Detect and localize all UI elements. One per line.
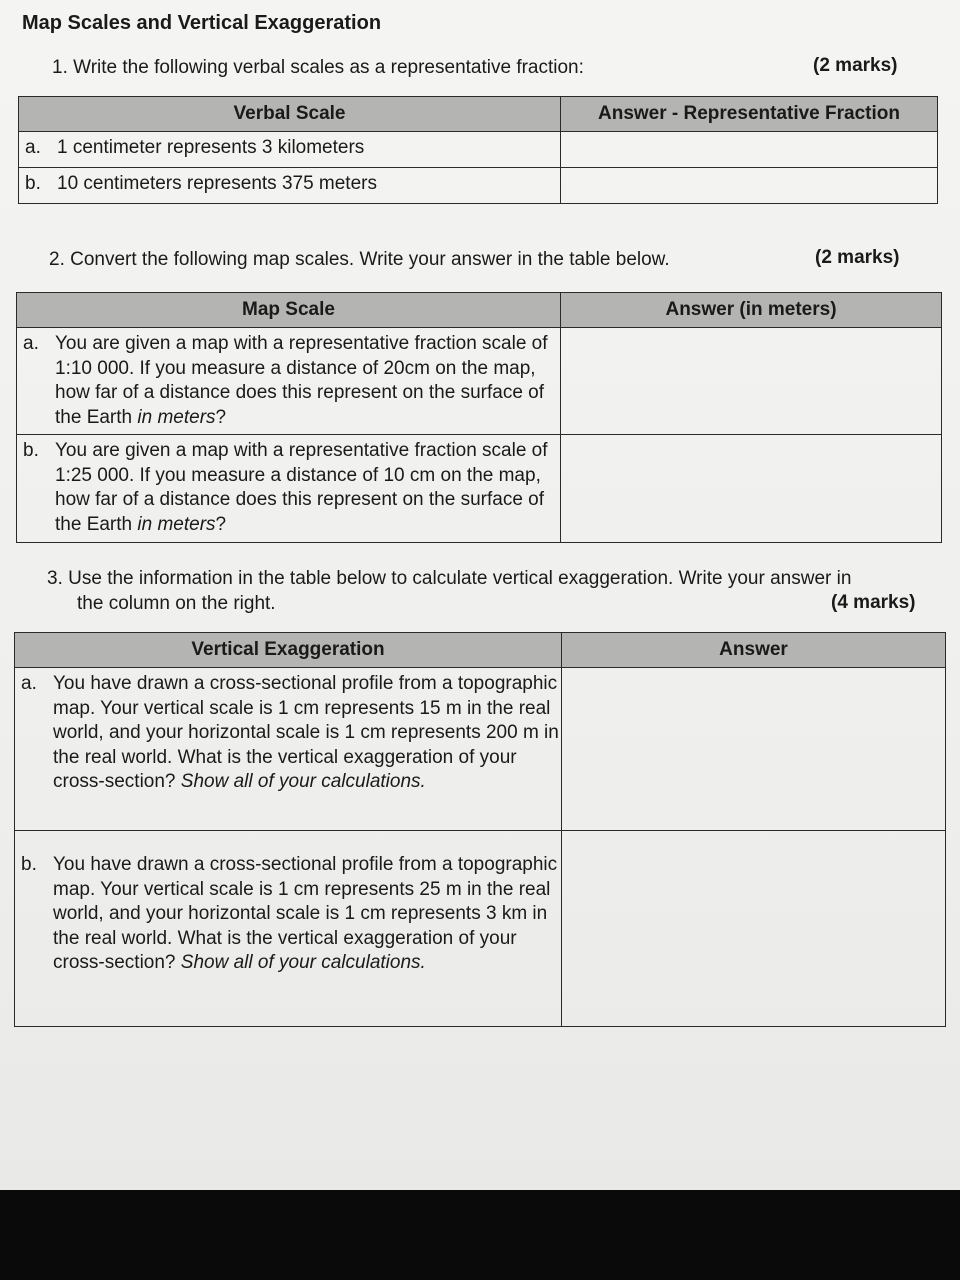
q3-row-b-text: You have drawn a cross-sectional profile from a topographic map. Your vertical scale is 1 cm represents 25 m in the real world, and your horizontal scale is 1 cm represents 3 km in the real world. What is the vertical exaggeration of your cross-section? Show all of your calculations. xyxy=(53,854,558,973)
question-3-prompt-line-2: the column on the right. xyxy=(77,593,276,614)
q3-row-a-text: You have drawn a cross-sectional profile from a topographic map. Your vertical scale is 1 cm represents 15 m in the real world, and your horizontal scale is 1 cm represents 200 m in the real world. What is the vertical exaggeration of your cross-section? Show all of your calculations. xyxy=(53,673,559,792)
q1-answer-b[interactable] xyxy=(561,168,938,204)
question-1-table xyxy=(18,96,938,204)
question-3-table xyxy=(14,632,946,1027)
q2-header-map-scale: Map Scale xyxy=(17,293,561,328)
q3-row-b xyxy=(15,831,562,1027)
q2-row-a-letter: a. xyxy=(23,333,39,354)
background-surface xyxy=(0,1190,960,1280)
q1-header-verbal-scale: Verbal Scale xyxy=(19,97,561,132)
question-1-marks: (2 marks) xyxy=(813,55,898,76)
q2-answer-b[interactable] xyxy=(561,435,942,543)
question-2-prompt: 2. Convert the following map scales. Write your answer in the table below. xyxy=(49,249,670,270)
q3-row-a-letter: a. xyxy=(21,673,37,694)
q3-row-b-letter: b. xyxy=(21,854,37,875)
q3-header-answer: Answer xyxy=(562,633,946,668)
q1-row-a xyxy=(19,132,561,168)
q1-row-b-letter: b. xyxy=(25,173,41,194)
q3-answer-b[interactable] xyxy=(562,831,946,1027)
q1-header-answer: Answer - Representative Fraction xyxy=(561,97,938,132)
q2-row-a xyxy=(17,328,561,435)
page-title: Map Scales and Vertical Exaggeration xyxy=(22,12,382,34)
q2-answer-a[interactable] xyxy=(561,328,942,435)
q3-answer-a[interactable] xyxy=(562,668,946,831)
q2-row-b-text: You are given a map with a representative fraction scale of 1:25 000. If you measure a distance of 10 cm on the map, how far of a distance does this represent on the surface of the Earth in meters? xyxy=(55,440,548,535)
q2-row-b-letter: b. xyxy=(23,440,39,461)
q2-header-answer: Answer (in meters) xyxy=(561,293,942,328)
q1-row-b xyxy=(19,168,561,204)
q2-row-a-text: You are given a map with a representative fraction scale of 1:10 000. If you measure a distance of 20cm on the map, how far of a distance does this represent on the surface of the Earth in meters? xyxy=(55,333,548,428)
question-2-marks: (2 marks) xyxy=(815,247,900,268)
q1-row-b-text: 10 centimeters represents 375 meters xyxy=(57,173,377,194)
question-3-marks: (4 marks) xyxy=(831,592,916,613)
q1-answer-a[interactable] xyxy=(561,132,938,168)
q1-row-a-letter: a. xyxy=(25,137,41,158)
question-1-prompt: 1. Write the following verbal scales as a representative fraction: xyxy=(52,57,584,78)
q2-row-b xyxy=(17,435,561,543)
q3-row-a xyxy=(15,668,562,831)
q1-row-a-text: 1 centimeter represents 3 kilometers xyxy=(57,137,365,158)
question-3-prompt-line-1: 3. Use the information in the table below to calculate vertical exaggeration. Write your answer in xyxy=(47,568,852,589)
q3-header-vertical-exaggeration: Vertical Exaggeration xyxy=(15,633,562,668)
question-2-table xyxy=(16,292,942,543)
